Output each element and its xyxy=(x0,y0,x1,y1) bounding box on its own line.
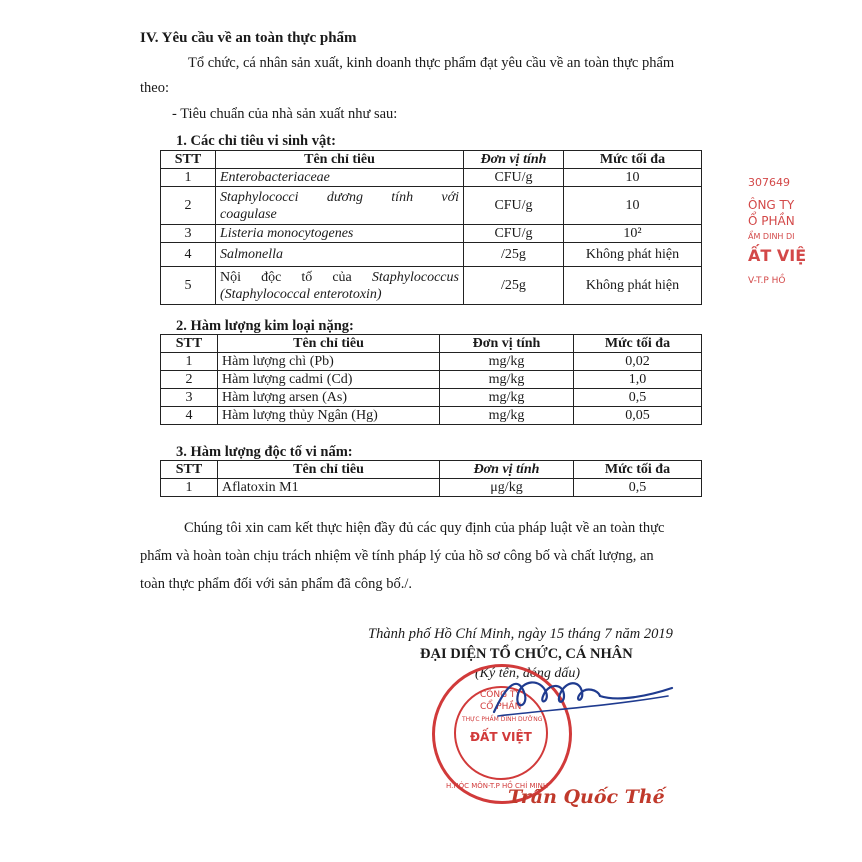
cell-stt: 3 xyxy=(161,225,216,243)
cell-stt: 2 xyxy=(161,187,216,225)
header-unit: Đơn vị tính xyxy=(440,461,574,479)
cell-max: 0,5 xyxy=(574,479,702,497)
table-header-row xyxy=(161,335,702,353)
name-word: độc xyxy=(261,269,282,285)
cell-stt: 1 xyxy=(161,479,218,497)
cell-unit: μg/kg xyxy=(440,479,574,497)
name-word: tính xyxy=(391,189,414,205)
sign-note: (Ký tên, đóng dấu) xyxy=(475,666,580,681)
microbiology-table xyxy=(160,150,702,305)
cell-max: Không phát hiện xyxy=(564,267,702,305)
header-name: Tên chỉ tiêu xyxy=(216,151,464,169)
stamp-line-3: THỰC PHẨM DINH DƯỠNG xyxy=(462,716,543,723)
cell-unit: mg/kg xyxy=(440,353,574,371)
cell-stt: 1 xyxy=(161,169,216,187)
table-header-row xyxy=(161,151,702,169)
side-stamp-line-2: ÔNG TY xyxy=(748,198,795,212)
mycotoxin-table xyxy=(160,460,702,497)
cell-unit: mg/kg xyxy=(440,389,574,407)
cell-unit: CFU/g xyxy=(464,225,564,243)
cell-max: 0,05 xyxy=(574,407,702,425)
side-stamp-line-4: ẨM DINH DI xyxy=(748,232,795,241)
heavy-metal-table xyxy=(160,334,702,425)
name-word: của xyxy=(332,269,352,285)
intro-line-1: Tổ chức, cá nhân sản xuất, kinh doanh thực phẩm đạt yêu cầu về an toàn thực phẩm xyxy=(188,55,675,71)
cell-stt: 5 xyxy=(161,267,216,305)
standard-line: - Tiêu chuẩn của nhà sản xuất như sau: xyxy=(172,106,398,122)
cell-name: Listeria monocytogenes xyxy=(216,225,464,243)
table-row xyxy=(161,225,702,243)
header-stt: STT xyxy=(161,461,218,479)
table-row xyxy=(161,187,702,225)
name-word: Staphylococci xyxy=(220,189,299,205)
intro-line-2: theo: xyxy=(140,80,169,96)
header-max: Mức tối đa xyxy=(574,461,702,479)
table-row xyxy=(161,267,702,305)
cell-name-line-1 xyxy=(220,189,459,206)
commit-line-1: Chúng tôi xin cam kết thực hiện đầy đủ các quy định của pháp luật về an toàn thực xyxy=(184,520,665,536)
cell-name: Enterobacteriaceae xyxy=(216,169,464,187)
table3-title: 3. Hàm lượng độc tố vi nấm: xyxy=(176,444,353,460)
cell-name-line-1 xyxy=(220,269,459,286)
cell-name: Hàm lượng cadmi (Cd) xyxy=(218,371,440,389)
cell-max: 0,02 xyxy=(574,353,702,371)
header-unit: Đơn vị tính xyxy=(440,335,574,353)
header-stt: STT xyxy=(161,151,216,169)
name-word: với xyxy=(441,189,459,205)
commit-line-2: phẩm và hoàn toàn chịu trách nhiệm về tính pháp lý của hồ sơ công bố và chất lượng, an xyxy=(140,548,654,564)
cell-name: Hàm lượng chì (Pb) xyxy=(218,353,440,371)
table-header-row xyxy=(161,461,702,479)
cell-max: 10 xyxy=(564,187,702,225)
cell-max: 10 xyxy=(564,169,702,187)
name-word: Staphylococcus xyxy=(371,269,459,285)
cell-unit: CFU/g xyxy=(464,169,564,187)
name-word: Nội xyxy=(220,269,241,285)
table-row xyxy=(161,479,702,497)
stamp-line-4: ĐẤT VIỆT xyxy=(470,730,532,744)
cell-name: Hàm lượng arsen (As) xyxy=(218,389,440,407)
cell-name: Hàm lượng thủy Ngân (Hg) xyxy=(218,407,440,425)
representative-title: ĐẠI DIỆN TỔ CHỨC, CÁ NHÂN xyxy=(420,646,633,662)
section-title: IV. Yêu cầu về an toàn thực phẩm xyxy=(140,30,357,46)
cell-unit: /25g xyxy=(464,267,564,305)
side-stamp-fragment xyxy=(748,170,818,300)
header-max: Mức tối đa xyxy=(574,335,702,353)
cell-max: Không phát hiện xyxy=(564,243,702,267)
table-row xyxy=(161,389,702,407)
header-name: Tên chỉ tiêu xyxy=(218,461,440,479)
cell-name-line-2: (Staphylococcal enterotoxin) xyxy=(220,286,382,302)
header-stt: STT xyxy=(161,335,218,353)
header-unit: Đơn vị tính xyxy=(464,151,564,169)
cell-max: 10² xyxy=(564,225,702,243)
table-row xyxy=(161,353,702,371)
table2-title: 2. Hàm lượng kim loại nặng: xyxy=(176,318,354,334)
table-row xyxy=(161,169,702,187)
cell-max: 1,0 xyxy=(574,371,702,389)
cell-name: Salmonella xyxy=(216,243,464,267)
name-word: dương xyxy=(326,189,363,205)
cell-stt: 4 xyxy=(161,243,216,267)
header-max: Mức tối đa xyxy=(564,151,702,169)
cell-stt: 4 xyxy=(161,407,218,425)
stamp-ring-text: H.HÓC MÔN-T.P HỒ CHÍ MINH xyxy=(446,782,549,790)
cell-name xyxy=(216,187,464,225)
side-stamp-line-5: ẤT VIỆ xyxy=(748,246,807,265)
cell-max: 0,5 xyxy=(574,389,702,407)
name-word: tố xyxy=(301,269,313,285)
cell-name-line-2: coagulase xyxy=(220,206,277,222)
signature-scribble xyxy=(488,672,678,722)
cell-unit: CFU/g xyxy=(464,187,564,225)
commit-line-3: toàn thực phẩm đối với sản phẩm đã công bố./. xyxy=(140,576,413,592)
side-stamp-line-1: 307649 xyxy=(748,176,790,189)
cell-unit: mg/kg xyxy=(440,371,574,389)
cell-name: Aflatoxin M1 xyxy=(218,479,440,497)
cell-unit: /25g xyxy=(464,243,564,267)
cell-stt: 1 xyxy=(161,353,218,371)
closing-place-date: Thành phố Hồ Chí Minh, ngày 15 tháng 7 năm 2019 xyxy=(368,626,673,642)
cell-stt: 2 xyxy=(161,371,218,389)
side-stamp-line-3: Ổ PHẦN xyxy=(748,214,795,228)
cell-stt: 3 xyxy=(161,389,218,407)
table-row xyxy=(161,243,702,267)
stamp-line-1: CÔNG TY xyxy=(480,690,521,700)
signer-name: Trần Quốc Thế xyxy=(508,786,665,808)
side-stamp-line-6: V-T.P HỒ xyxy=(748,276,786,286)
table1-title: 1. Các chỉ tiêu vi sinh vật: xyxy=(176,133,336,149)
header-name: Tên chỉ tiêu xyxy=(218,335,440,353)
cell-unit: mg/kg xyxy=(440,407,574,425)
stamp-line-2: CỔ PHẦN xyxy=(480,702,522,712)
table-row xyxy=(161,407,702,425)
table-row xyxy=(161,371,702,389)
cell-name xyxy=(216,267,464,305)
